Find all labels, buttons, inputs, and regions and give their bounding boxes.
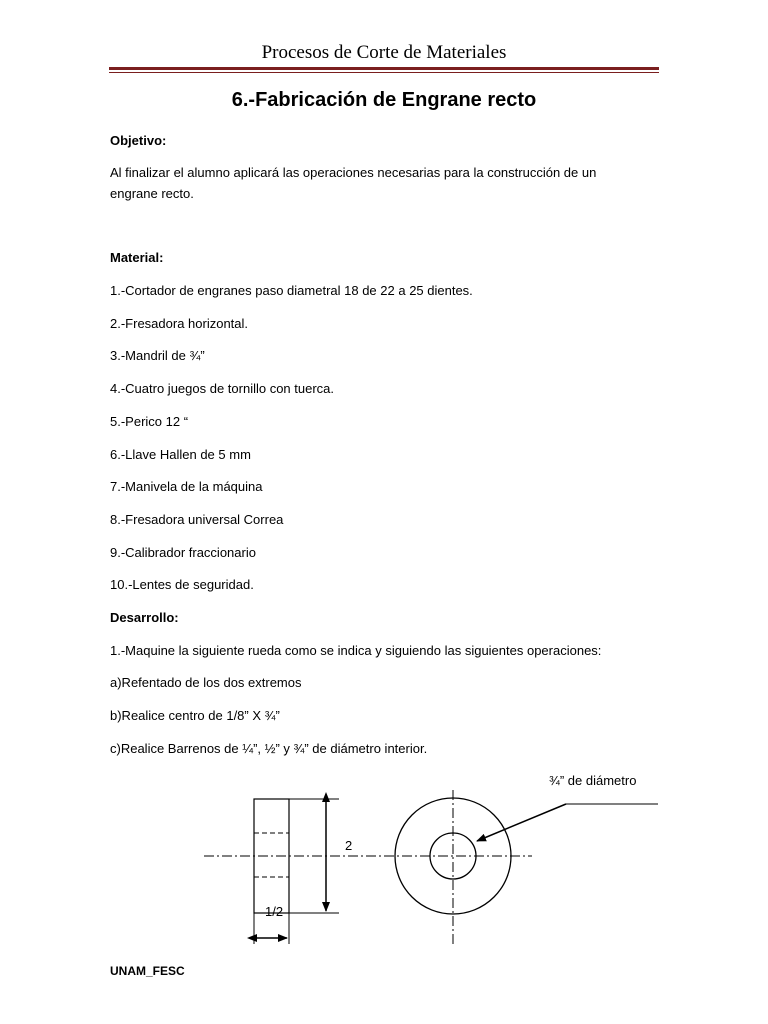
material-item-5: 5.-Perico 12 “ — [110, 414, 189, 429]
material-item-10: 10.-Lentes de seguridad. — [110, 577, 254, 592]
objetivo-text-line-1: Al finalizar el alumno aplicará las operaciones necesarias para la construcción de un — [110, 165, 597, 180]
gear-blank-drawing — [0, 770, 768, 950]
objetivo-heading: Objetivo: — [110, 133, 167, 148]
objetivo-text-line-2: engrane recto. — [110, 186, 194, 201]
height-dimension-label: 2 — [345, 838, 353, 853]
material-item-9: 9.-Calibrador fraccionario — [110, 545, 256, 560]
footer-text: UNAM_FESC — [110, 964, 185, 978]
material-item-2: 2.-Fresadora horizontal. — [110, 316, 249, 331]
diameter-leader-arrow — [477, 804, 566, 841]
material-item-7: 7.-Manivela de la máquina — [110, 479, 263, 494]
step-1: 1.-Maquine la siguiente rueda como se indica y siguiendo las siguientes operaciones: — [110, 643, 602, 658]
material-item-6: 6.-Llave Hallen de 5 mm — [110, 447, 251, 462]
material-heading: Material: — [110, 250, 164, 265]
material-item-3: 3.-Mandril de ¾” — [110, 348, 205, 363]
material-item-8: 8.-Fresadora universal Correa — [110, 512, 284, 527]
material-item-1: 1.-Cortador de engranes paso diametral 18 de 22 a 25 dientes. — [110, 283, 473, 298]
page-header-title: Procesos de Corte de Materiales — [261, 42, 507, 63]
header-rule-thin — [109, 72, 659, 73]
width-dimension-label: 1/2 — [265, 904, 284, 919]
step-b: b)Realice centro de 1/8” X ¾” — [110, 708, 280, 723]
desarrollo-heading: Desarrollo: — [110, 610, 179, 625]
diameter-label: ¾” de diámetro — [549, 773, 637, 788]
header-rule-thick — [109, 67, 659, 70]
document-title: 6.-Fabricación de Engrane recto — [231, 89, 537, 111]
step-a: a)Refentado de los dos extremos — [110, 675, 302, 690]
step-c: c)Realice Barrenos de ¼”, ½” y ¾” de diámetro interior. — [110, 741, 428, 756]
material-item-4: 4.-Cuatro juegos de tornillo con tuerca. — [110, 381, 335, 396]
